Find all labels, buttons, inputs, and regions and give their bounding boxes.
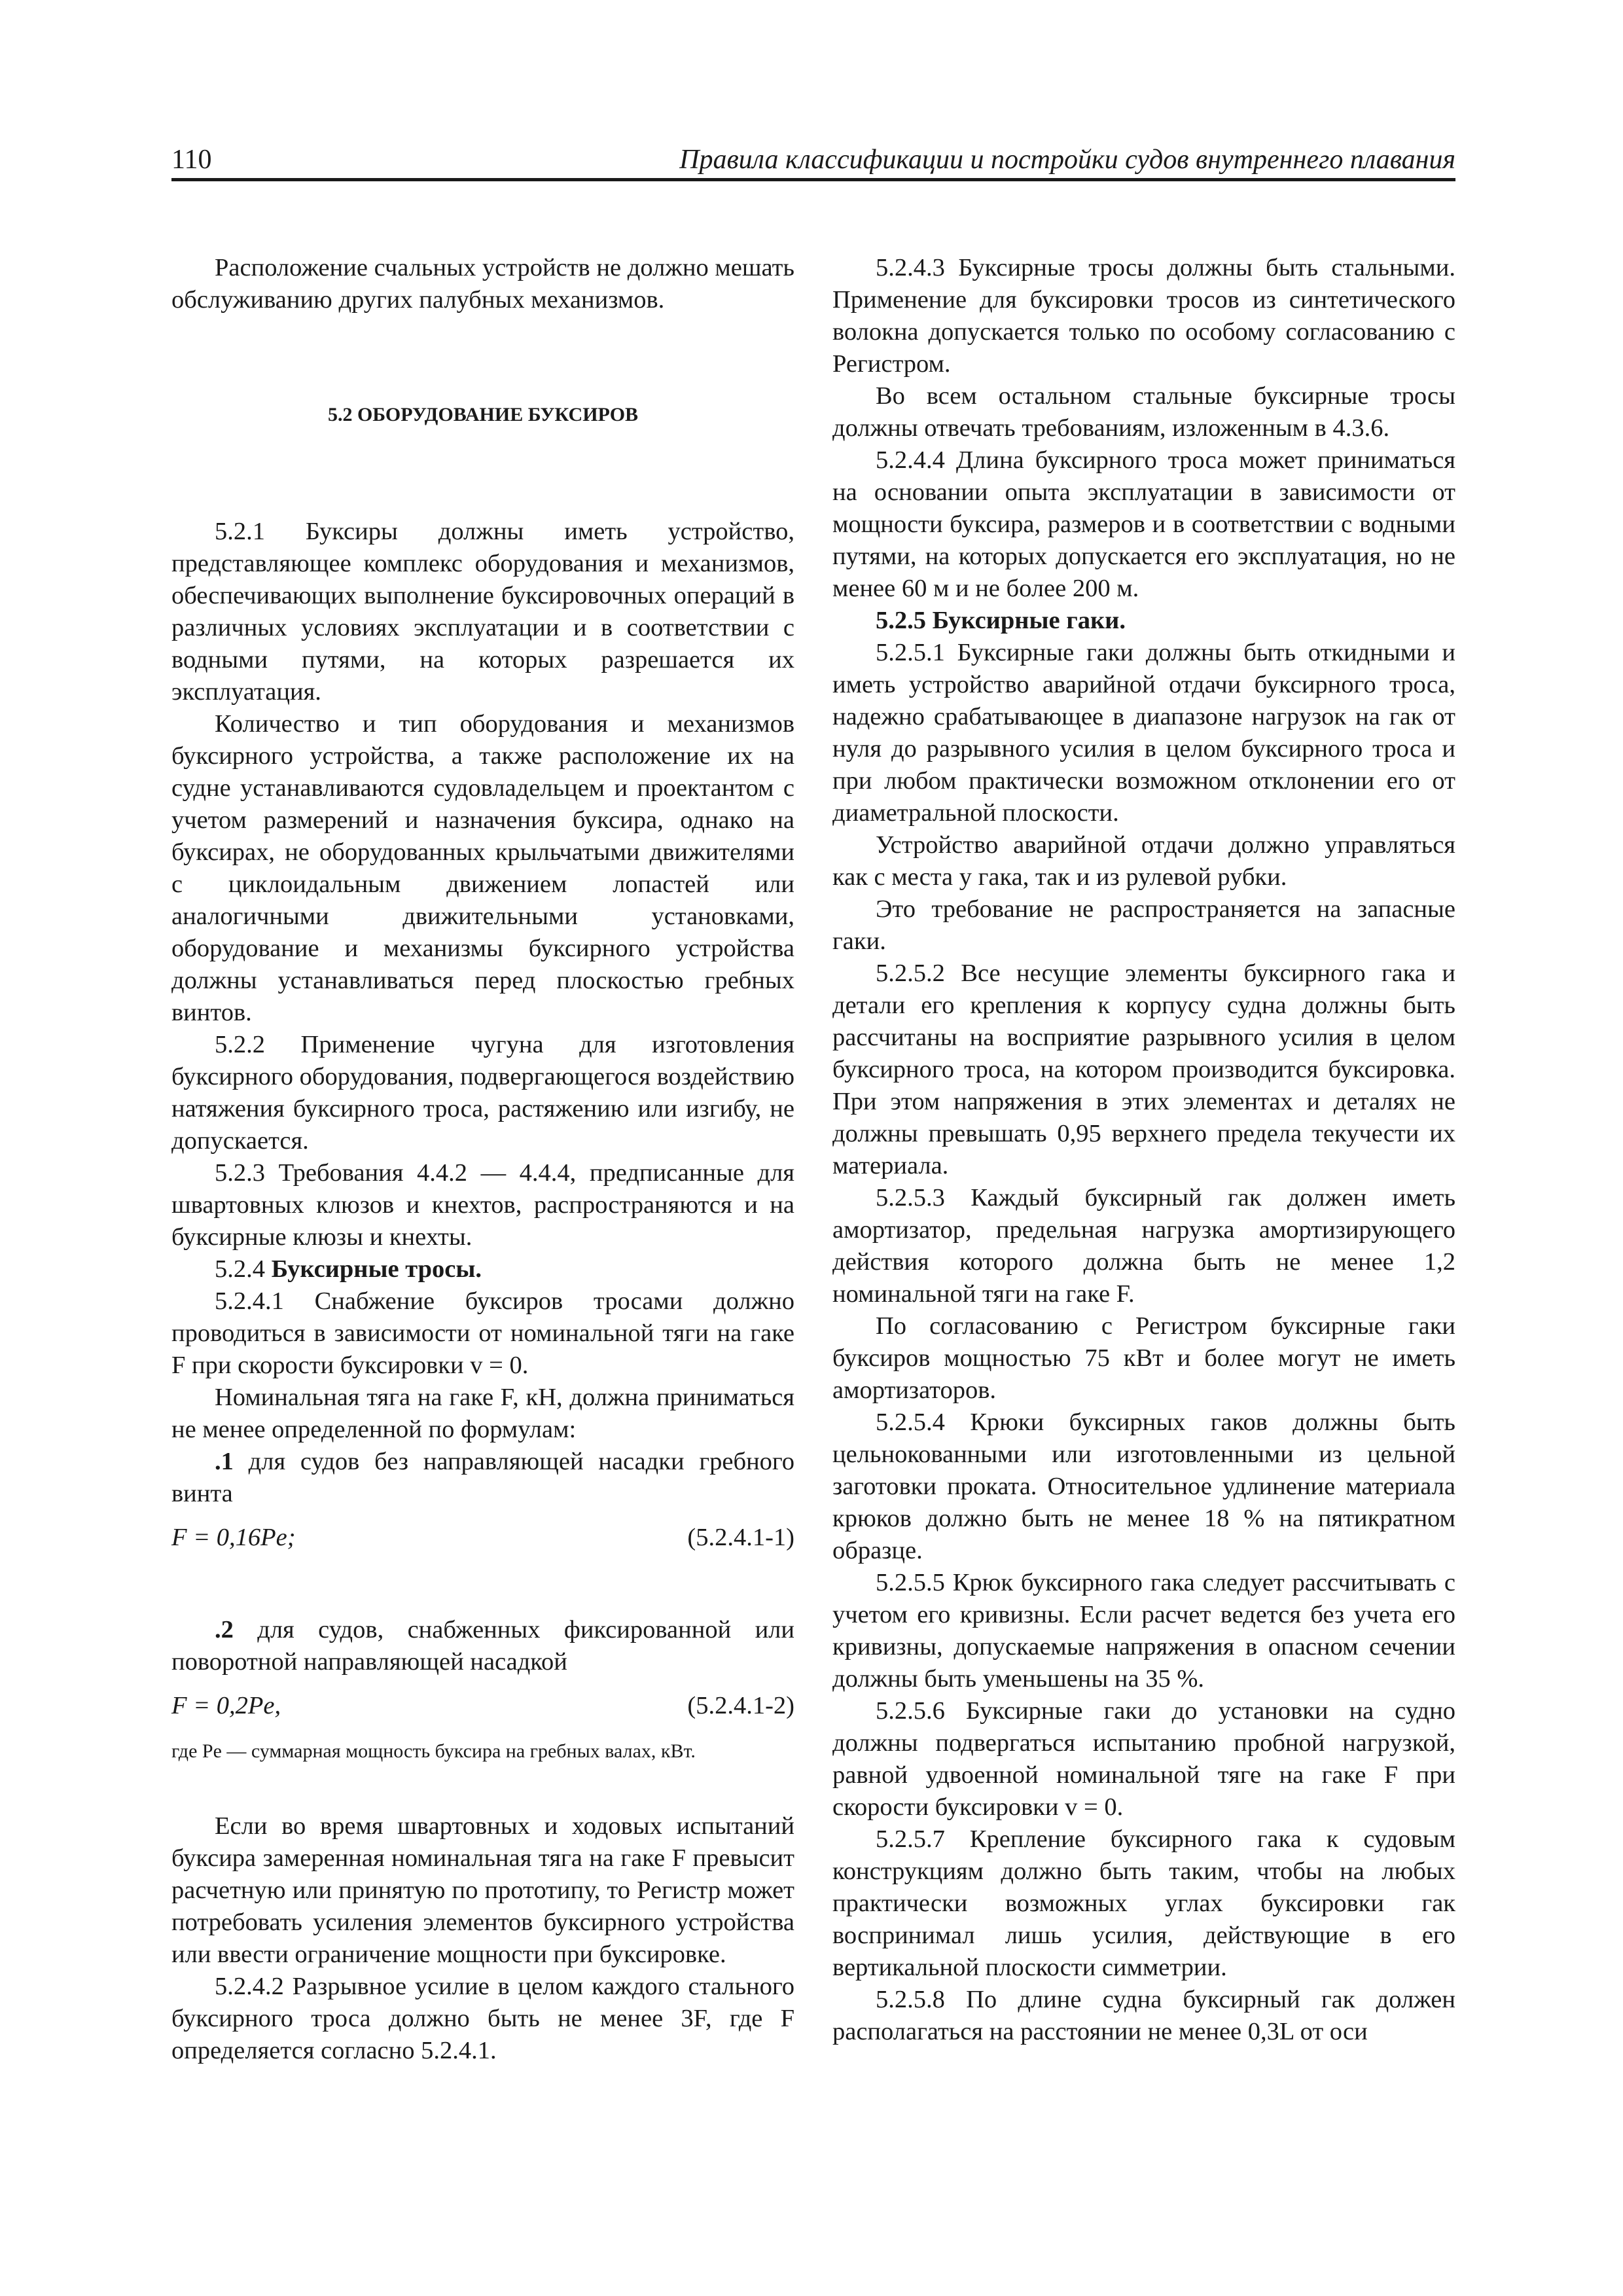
paragraph-5-2-5-3 <box>832 1182 1455 1310</box>
clause-number: 5.2.5.1 <box>876 639 945 666</box>
clause-text: Разрывное усилие в целом каждого стального буксирного троса должно быть не менее 3F, где F определяется согласно 5.2.4.1. <box>171 1973 794 2064</box>
paragraph-5-2-1-b: Количество и тип оборудования и механизмов буксирного устройства, а также расположение их на судне устанавливаются судовладельцем и проектантом с учетом размерений и назначения буксира, однако на буксирах, не оборудованных крыльчатыми движителями с циклоидальным движением лопастей или аналогичными движительными установками, оборудование и механизмы буксирного устройства должны устанавливаться перед плоскостью гребных винтов. <box>171 710 794 1026</box>
clause-text: Длина буксирного троса может приниматься на основании опыта эксплуатации в зависимости от мощности буксира, размеров и в соответствии с водными путями, на которых допускается его эксплуатация, но не менее 60 м и не более 200 м. <box>832 446 1455 602</box>
paragraph-5-2-4 <box>171 1253 794 1285</box>
paragraph-intro: Расположение счальных устройств не должно мешать обслуживанию других палубных механизмов. <box>171 254 794 314</box>
formula-number: (5.2.4.1-1) <box>687 1524 794 1551</box>
clause-text: Требования 4.4.2 — 4.4.4, предписанные для швартовных клюзов и кнехтов, распространяются и на буксирные клюзы и кнехты. <box>171 1159 794 1251</box>
paragraph-5-2-4-3 <box>832 252 1455 380</box>
clause-number: 5.2.2 <box>215 1031 265 1058</box>
paragraph-5-2-1 <box>171 516 794 708</box>
formula-expression: F = 0,16Pe; <box>171 1524 296 1551</box>
item-number: .1 <box>215 1448 234 1475</box>
clause-number: 5.2.5.5 <box>876 1569 945 1596</box>
running-title: Правила классификации и постройки судов внутреннего плавания <box>679 145 1455 175</box>
clause-text: Буксирные гаки до установки на судно должны подвергаться испытанию пробной нагрузкой, равной удвоенной номинальной тяге на гаке F при скорости буксировки v = 0. <box>832 1697 1455 1821</box>
clause-text: Снабжение буксиров тросами должно проводиться в зависимости от номинальной тяги на гаке F при скорости буксировки v = 0. <box>171 1287 794 1379</box>
clause-number: 5.2.5.4 <box>876 1408 945 1436</box>
paragraph-nominal-thrust: Номинальная тяга на гаке F, кН, должна приниматься не менее определенной по формулам: <box>171 1384 794 1443</box>
paragraph-5-2-5-6 <box>832 1695 1455 1823</box>
paragraph-5-2-5-5 <box>832 1567 1455 1695</box>
formula-1 <box>171 1522 794 1554</box>
paragraph-5-2-5-1 <box>832 637 1455 829</box>
clause-number: 5.2.4.4 <box>876 446 945 474</box>
clause-number: 5.2.4 <box>215 1255 265 1283</box>
list-item-2 <box>171 1614 794 1678</box>
clause-text: Каждый буксирный гак должен иметь амортизатор, предельная нагрузка амортизирующего действия которого должна быть не менее 1,2 номинальной тяги на гаке F. <box>832 1184 1455 1308</box>
clause-number: 5.2.4.3 <box>876 254 945 281</box>
clause-number: 5.2.3 <box>215 1159 265 1187</box>
paragraph-5-2-4-4 <box>832 444 1455 605</box>
paragraph-5-2-4-1 <box>171 1285 794 1382</box>
formula-expression: F = 0,2Pe, <box>171 1692 281 1719</box>
clause-text: Буксирные тросы должны быть стальными. Применение для буксировки тросов из синтетического волокна допускается только по особому согласованию с Регистром. <box>832 254 1455 378</box>
clause-text: По длине судна буксирный гак должен располагаться на расстоянии не менее 0,3L от оси <box>832 1986 1455 2045</box>
clause-number: 5.2.5.2 <box>876 960 945 987</box>
formula-2 <box>171 1690 794 1722</box>
paragraph-5-2-2 <box>171 1029 794 1157</box>
right-column <box>832 252 1455 2048</box>
item-number: .2 <box>215 1616 234 1643</box>
clause-text: Крепление буксирного гака к судовым конструкциям должно быть таким, чтобы на любых практически возможных углах буксировки гак воспринимал лишь усилия, действующие в его вертикальной плоскости симметрии. <box>832 1825 1455 1981</box>
clause-text: Буксирные гаки должны быть откидными и иметь устройство аварийной отдачи буксирного троса, надежно срабатывающее в диапазоне нагрузок на гак от нуля до разрывного усилия в целом буксирного троса и при любом практически возможном отклонении его от диаметральной плоскости. <box>832 639 1455 827</box>
clause-text: Применение чугуна для изготовления буксирного оборудования, подвергающегося воздействию натяжения буксирного троса, растяжению или изгибу, не допускается. <box>171 1031 794 1155</box>
clause-heading: 5.2.5 Буксирные гаки. <box>876 607 1126 634</box>
formula-note: где Pe — суммарная мощность буксира на гребных валах, кВт. <box>171 1740 696 1762</box>
page-number: 110 <box>171 145 212 175</box>
paragraph-5-2-5-1-c: Это требование не распространяется на запасные гаки. <box>832 895 1455 955</box>
paragraph-5-2-5-1-b: Устройство аварийной отдачи должно управляться как с места у гака, так и из рулевой рубки. <box>832 831 1455 891</box>
clause-number: 5.2.5.7 <box>876 1825 945 1853</box>
clause-text: Буксиры должны иметь устройство, представляющее комплекс оборудования и механизмов, обеспечивающих выполнение буксировочных операций в различных условиях эксплуатации и в соответствии с водными путями, на которых разрешается их эксплуатация. <box>171 518 794 706</box>
paragraph-5-2-5-7 <box>832 1823 1455 1984</box>
item-text: для судов, снабженных фиксированной или поворотной направляющей насадкой <box>171 1616 794 1676</box>
clause-number: 5.2.1 <box>215 518 265 545</box>
clause-text: Крюки буксирных гаков должны быть цельнокованными или изготовленными из цельной заготовки проката. Относительное удлинение материала крюков должно быть не менее 18 % на пятикратном образце. <box>832 1408 1455 1564</box>
paragraph-5-2-4-2 <box>171 1971 794 2067</box>
clause-text: Крюк буксирного гака следует рассчитывать с учетом его кривизны. Если расчет ведется без учета его кривизны, допускаемые напряжения в опасном сечении должны быть уменьшены на 35 %. <box>832 1569 1455 1693</box>
paragraph-5-2-5-2 <box>832 958 1455 1182</box>
clause-heading: Буксирные тросы. <box>265 1255 482 1283</box>
clause-text: Все несущие элементы буксирного гака и детали его крепления к корпусу судна должны быть рассчитаны на восприятие разрывного усилия в целом буксирного троса, на котором производится буксировка. При этом напряжения в этих элементах и деталях не должны превышать 0,95 верхнего предела текучести их материала. <box>832 960 1455 1179</box>
paragraph-5-2-4-3-b: Во всем остальном стальные буксирные тросы должны отвечать требованиям, изложенным в 4.3.6. <box>832 382 1455 442</box>
formula-number: (5.2.4.1-2) <box>687 1692 794 1719</box>
clause-number: 5.2.5.8 <box>876 1986 945 2013</box>
paragraph-trials: Если во время швартовных и ходовых испытаний буксира замеренная номинальная тяга на гаке F превысит расчетную или принятую по прототипу, то Регистр может потребовать усиления элементов буксирного устройства или ввести ограничение мощности при буксировке. <box>171 1812 794 1968</box>
clause-number: 5.2.5.6 <box>876 1697 945 1725</box>
section-title: 5.2 ОБОРУДОВАНИЕ БУКСИРОВ <box>327 404 639 425</box>
paragraph-5-2-5-4 <box>832 1407 1455 1567</box>
list-item-1 <box>171 1446 794 1510</box>
paragraph-5-2-5-3-b: По согласованию с Регистром буксирные гаки буксиров мощностью 75 кВт и более могут не иметь амортизаторов. <box>832 1312 1455 1404</box>
paragraph-5-2-5 <box>832 605 1455 637</box>
paragraph-5-2-3 <box>171 1157 794 1253</box>
paragraph-5-2-5-8 <box>832 1984 1455 2048</box>
clause-number: 5.2.4.1 <box>215 1287 284 1315</box>
clause-number: 5.2.5.3 <box>876 1184 945 1211</box>
page-header <box>171 139 1455 181</box>
clause-number: 5.2.4.2 <box>215 1973 284 2000</box>
item-text: для судов без направляющей насадки гребного винта <box>171 1448 794 1507</box>
left-column <box>171 252 794 2067</box>
